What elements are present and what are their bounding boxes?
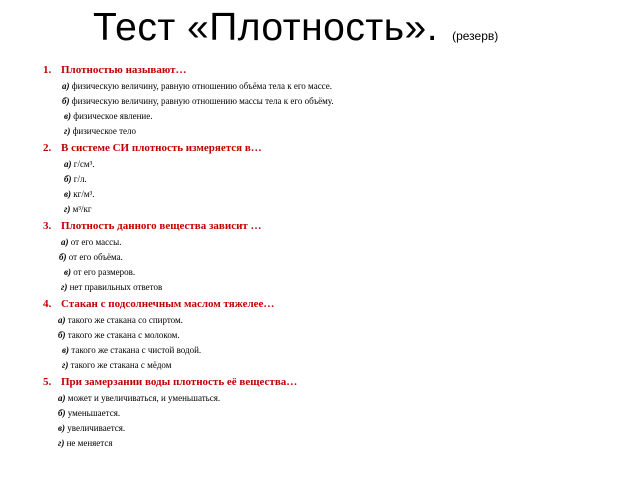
- title-row: [93, 6, 498, 50]
- answer-text: может и увеличиваться, и уменьшаться.: [67, 393, 221, 403]
- answer-3c: [64, 267, 135, 278]
- answer-letter: а): [62, 81, 70, 91]
- answer-text: не меняется: [66, 438, 113, 448]
- answer-text: такого же стакана с мёдом: [70, 360, 172, 370]
- answer-text: увеличивается.: [67, 423, 126, 433]
- question-text: При замерзании воды плотность её вещества…: [61, 376, 298, 388]
- question-4: [43, 298, 274, 310]
- answer-4d: [62, 360, 171, 371]
- answer-letter: б): [58, 408, 66, 418]
- answer-text: нет правильных ответов: [69, 282, 163, 292]
- answer-text: кг/м³.: [73, 189, 95, 199]
- question-number: 3.: [43, 220, 52, 232]
- question-number: 5.: [43, 376, 52, 388]
- answer-letter: б): [59, 252, 67, 262]
- answer-4a: [58, 315, 183, 326]
- answer-2a: [64, 159, 95, 170]
- answer-letter: б): [62, 96, 70, 106]
- answer-2b: [64, 174, 87, 185]
- answer-text: г/л.: [73, 174, 87, 184]
- answer-text: уменьшается.: [67, 408, 121, 418]
- answer-letter: г): [62, 360, 69, 370]
- answer-5a: [58, 393, 220, 404]
- answer-letter: в): [62, 345, 70, 355]
- question-text: Стакан с подсолнечным маслом тяжелее…: [61, 298, 275, 310]
- answer-3b: [59, 252, 123, 263]
- question-number: 2.: [43, 142, 52, 154]
- answer-letter: в): [64, 189, 72, 199]
- question-2: [43, 142, 262, 154]
- question-text: Плотностью называют…: [61, 64, 187, 76]
- question-text: В системе СИ плотность измеряется в…: [61, 142, 262, 154]
- question-5: [43, 376, 297, 388]
- answer-letter: г): [64, 204, 71, 214]
- question-number: 4.: [43, 298, 52, 310]
- answer-letter: а): [58, 393, 66, 403]
- answer-5d: [58, 438, 112, 449]
- answer-letter: а): [58, 315, 66, 325]
- answer-text: м³/кг: [72, 204, 92, 214]
- question-text: Плотность данного вещества зависит …: [61, 220, 262, 232]
- question-1: [43, 64, 187, 76]
- answer-letter: б): [58, 330, 66, 340]
- answer-4b: [58, 330, 180, 341]
- answer-1c: [64, 111, 152, 122]
- answer-text: от его массы.: [70, 237, 122, 247]
- question-number: 1.: [43, 64, 52, 76]
- answer-text: физическую величину, равную отношению массы тела к его объёму.: [71, 96, 334, 106]
- answer-1a: [62, 81, 332, 92]
- question-3: [43, 220, 262, 232]
- answer-2d: [64, 204, 92, 215]
- answer-text: такого же стакана с чистой водой.: [71, 345, 202, 355]
- answer-1b: [62, 96, 334, 107]
- answer-text: физическое тело: [72, 126, 137, 136]
- answer-letter: в): [64, 267, 72, 277]
- answer-5b: [58, 408, 120, 419]
- answer-text: такого же стакана со спиртом.: [67, 315, 183, 325]
- answer-text: от его объёма.: [68, 252, 123, 262]
- answer-text: г/см³.: [73, 159, 95, 169]
- answer-letter: а): [64, 159, 72, 169]
- answer-letter: б): [64, 174, 72, 184]
- answer-4c: [62, 345, 201, 356]
- answer-text: физическую величину, равную отношению объёма тела к его массе.: [71, 81, 333, 91]
- answer-text: от его размеров.: [73, 267, 136, 277]
- slide-title: Тест «Плотность».: [93, 6, 439, 49]
- answer-2c: [64, 189, 95, 200]
- answer-letter: г): [58, 438, 65, 448]
- answer-letter: в): [64, 111, 72, 121]
- answer-letter: а): [61, 237, 69, 247]
- slide-subtitle: (резерв): [452, 29, 499, 43]
- answer-5c: [58, 423, 125, 434]
- answer-letter: в): [58, 423, 66, 433]
- answer-letter: г): [61, 282, 68, 292]
- answer-letter: г): [64, 126, 71, 136]
- answer-3a: [61, 237, 121, 248]
- answer-1d: [64, 126, 136, 137]
- answer-text: такого же стакана с молоком.: [67, 330, 180, 340]
- answer-3d: [61, 282, 162, 293]
- answer-text: физическое явление.: [73, 111, 153, 121]
